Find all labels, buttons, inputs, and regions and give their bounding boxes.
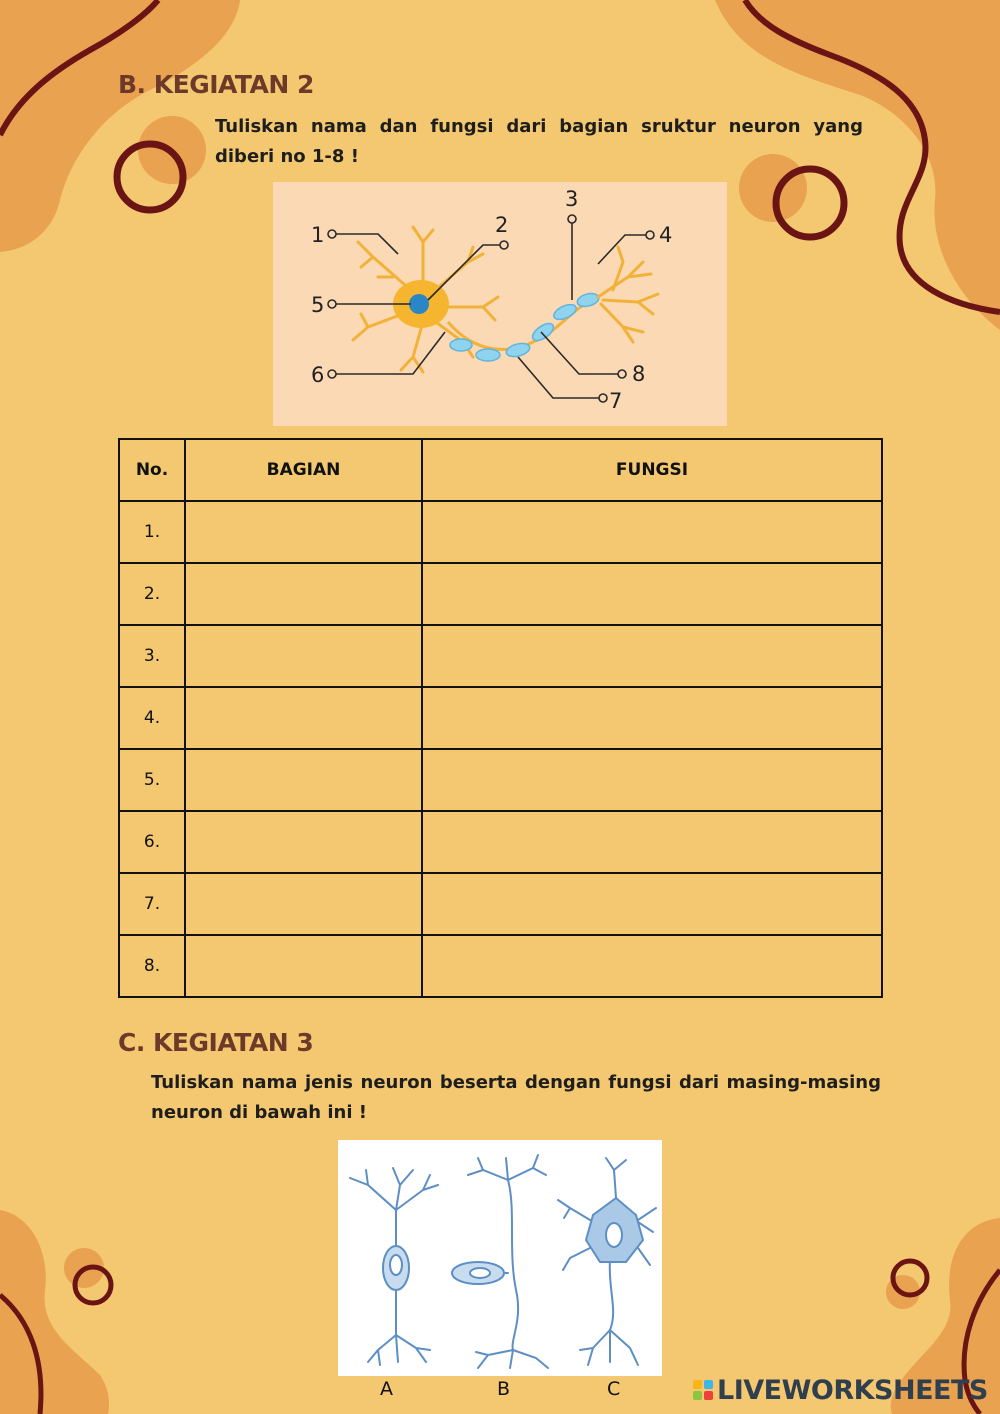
- fungsi-input-7[interactable]: [422, 873, 882, 935]
- section-b-heading: B. KEGIATAN 2: [118, 70, 314, 99]
- bagian-input-1[interactable]: [185, 501, 422, 563]
- figure-label-a: A: [380, 1378, 393, 1400]
- row-number: 8.: [119, 935, 185, 997]
- fungsi-input-8[interactable]: [422, 935, 882, 997]
- fungsi-input-4[interactable]: [422, 687, 882, 749]
- table-row: [119, 563, 882, 625]
- header-no: No.: [119, 439, 185, 501]
- logo-tiles-icon: [693, 1380, 713, 1400]
- fungsi-input-2[interactable]: [422, 563, 882, 625]
- callout-2: 2: [495, 213, 509, 237]
- table-row: [119, 935, 882, 997]
- figure-label-b: B: [497, 1378, 511, 1400]
- table-row: [119, 625, 882, 687]
- fungsi-input-1[interactable]: [422, 501, 882, 563]
- header-bagian: BAGIAN: [185, 439, 422, 501]
- bagian-input-3[interactable]: [185, 625, 422, 687]
- callout-8: 8: [632, 362, 646, 386]
- answer-table: [118, 438, 883, 998]
- callout-1: 1: [311, 223, 325, 247]
- bagian-input-5[interactable]: [185, 749, 422, 811]
- table-row: [119, 811, 882, 873]
- bagian-input-4[interactable]: [185, 687, 422, 749]
- fungsi-input-6[interactable]: [422, 811, 882, 873]
- row-number: 6.: [119, 811, 185, 873]
- neuron-structure-diagram: [273, 182, 727, 426]
- row-number: 5.: [119, 749, 185, 811]
- row-number: 3.: [119, 625, 185, 687]
- callout-5: 5: [311, 293, 325, 317]
- row-number: 4.: [119, 687, 185, 749]
- logo-brand-text: LIVEWORKSHEETS: [717, 1374, 988, 1406]
- callout-6: 6: [311, 363, 325, 387]
- table-row: [119, 687, 882, 749]
- table-row: [119, 501, 882, 563]
- table-row: [119, 873, 882, 935]
- figure-label-c: C: [607, 1378, 621, 1400]
- nucleus: [409, 294, 429, 314]
- table-row: [119, 749, 882, 811]
- callout-4: 4: [659, 223, 673, 247]
- bagian-input-6[interactable]: [185, 811, 422, 873]
- neuron-types-figure: [338, 1140, 662, 1376]
- fungsi-input-3[interactable]: [422, 625, 882, 687]
- bagian-input-7[interactable]: [185, 873, 422, 935]
- fungsi-input-5[interactable]: [422, 749, 882, 811]
- section-c-instruction: Tuliskan nama jenis neuron beserta dengan fungsi dari masing-masing neuron di bawah ini !: [151, 1072, 881, 1123]
- header-fungsi: FUNGSI: [422, 439, 882, 501]
- section-c-heading: C. KEGIATAN 3: [118, 1028, 314, 1057]
- bagian-input-2[interactable]: [185, 563, 422, 625]
- top-left-blob: [0, 0, 240, 252]
- row-number: 7.: [119, 873, 185, 935]
- row-number: 2.: [119, 563, 185, 625]
- section-b-instruction: Tuliskan nama dan fungsi dari bagian sruktur neuron yang diberi no 1-8 !: [215, 116, 863, 167]
- liveworksheets-logo[interactable]: [693, 1373, 988, 1407]
- callout-7: 7: [609, 389, 623, 413]
- callout-3: 3: [565, 187, 579, 211]
- table-header-row: [119, 439, 882, 501]
- bagian-input-8[interactable]: [185, 935, 422, 997]
- row-number: 1.: [119, 501, 185, 563]
